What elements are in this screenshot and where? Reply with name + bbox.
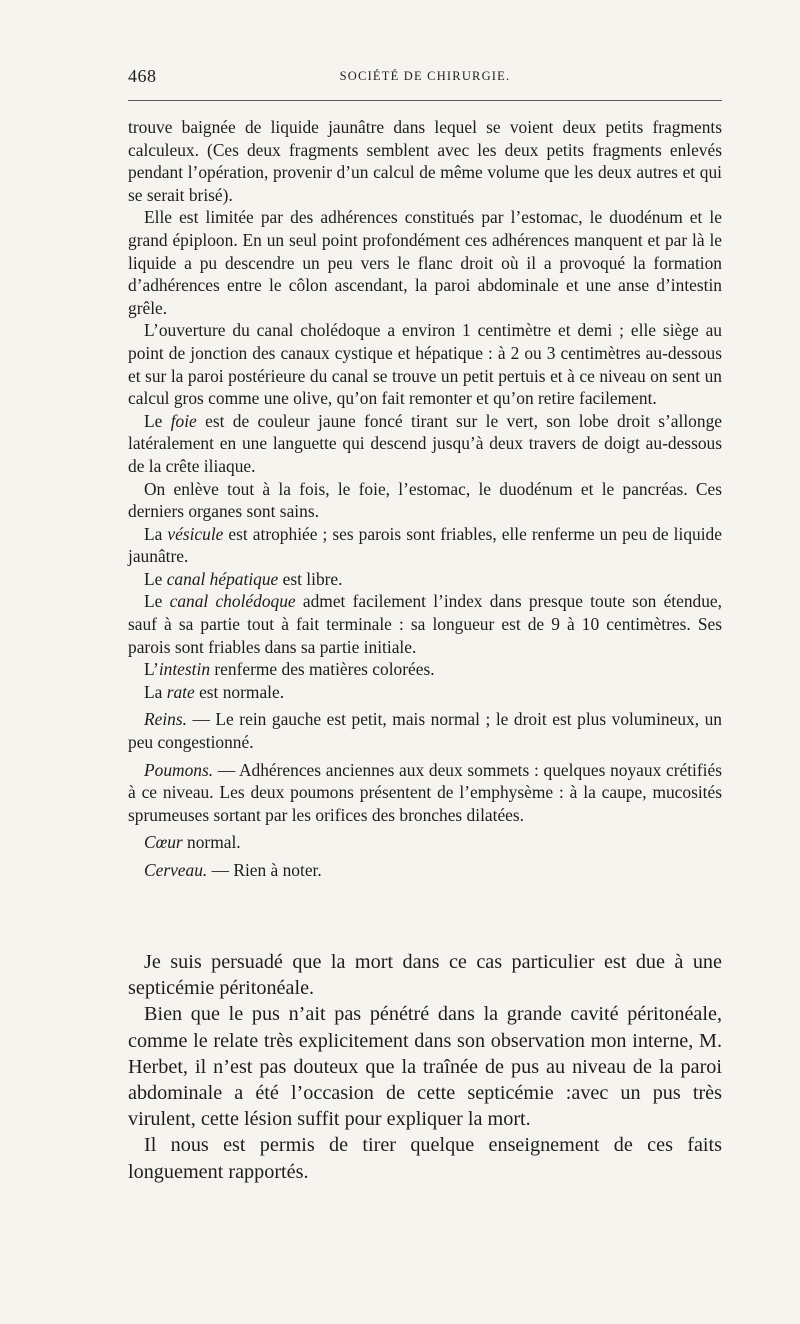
paragraph-brain: Cerveau. — Rien à noter. (144, 860, 322, 880)
term-hepatic-duct: canal hépatique (166, 568, 279, 589)
term-intestine: intestin (158, 659, 211, 680)
paragraph-gallbladder: La vésicule est atrophiée ; ses parois sont friables, elle renferme un peu de liquide jaunâtre. (128, 523, 722, 567)
term-spleen: rate (166, 681, 195, 702)
term-liver: foie (170, 410, 197, 431)
paragraph-lungs: Poumons. — Adhérences anciennes aux deux sommets : quelques noyaux crétifiés à ce niveau. Les deux poumons présentent de l’emphysème : à la caupe, mucosités sprumeuses sortant par les orifices des bronches dilatées. (128, 759, 722, 825)
paragraph-intestine: L’intestin renferme des matières colorées. (144, 659, 435, 680)
term-gallbladder: vésicule (167, 523, 224, 544)
autopsy-observation (128, 116, 722, 882)
term-common-bile-duct: canal cholédoque (169, 591, 296, 612)
paragraph-common-bile-duct: Le canal cholédoque admet facilement l’index dans presque toute son étendue, sauf à sa partie tout à fait terminale : sa longueur est de 9 à 10 centimètres. Ses parois sont friables dans sa partie initiale. (128, 591, 722, 657)
paragraph-lessons: Il nous est permis de tirer quelque enseignement de ces faits longuement rapportés. (128, 1134, 722, 1183)
paragraph-kidneys: Reins. — Le rein gauche est petit, mais normal ; le droit est plus volumineux, un peu congestionné. (128, 709, 722, 753)
page-header (128, 66, 722, 88)
paragraph-liver: Le foie est de couleur jaune foncé tirant sur le vert, son lobe droit s’allonge latéralement en une languette qui descend jusqu’à deux travers de doigt au-dessous de la crête iliaque. (128, 410, 722, 476)
paragraph-continued: trouve baignée de liquide jaunâtre dans lequel se voient deux petits fragments calculeux. (Ces deux fragments semblent avec les deux petits fragments enlevés pendant l’opération, provenir d’un calcul de même volume que les deux autres et qui se serait brisé). (128, 117, 722, 205)
term-kidneys: Reins. (144, 709, 187, 730)
header-rule (128, 100, 722, 101)
paragraph-hepatic-duct: Le canal hépatique est libre. (144, 568, 343, 589)
author-conclusion (128, 949, 722, 1185)
term-brain: Cerveau. (144, 860, 208, 880)
paragraph-choledoque-opening: L’ouverture du canal cholédoque a environ 1 centimètre et demi ; elle siège au point de jonction des canaux cystique et hépatique : à 2 ou 3 centimètres au-dessous et sur la paroi postérieure du canal se trouve un petit pertuis et à ce niveau on sent un calcul gros comme une olive, qu’on fait remonter et qu’on retire facilement. (128, 320, 722, 409)
paragraph-spleen: La rate est normale. (144, 681, 285, 702)
paragraph-septicemia: Je suis persuadé que la mort dans ce cas particulier est due à une septicémie péritonéale. (128, 951, 722, 1000)
paragraph-removal: On enlève tout à la fois, le foie, l’estomac, le duodénum et le pancréas. Ces derniers organes sont sains. (128, 478, 722, 522)
paragraph-heart: Cœur normal. (144, 832, 241, 853)
paragraph-explanation: Bien que le pus n’ait pas pénétré dans la grande cavité péritonéale, comme le relate très explicitement dans son observation mon interne, M. Herbet, il n’est pas douteux que la traînée de pus au niveau de la paroi abdominale a été l’occasion de cette septicémie :avec un pus très virulent, cette lésion suffit pour expliquer la mort. (128, 1003, 722, 1131)
running-title: SOCIÉTÉ DE CHIRURGIE. (339, 69, 511, 83)
term-heart: Cœur (144, 832, 183, 853)
paragraph-adhesions: Elle est limitée par des adhérences constitués par l’estomac, le duodénum et le grand épiploon. En un seul point profondément ces adhérences manquent et par là le liquide a pu descendre un peu vers le flanc droit où il a provoqué la formation d’adhérences entre le côlon ascendant, la paroi abdominale et une anse d’intestin grêle. (128, 207, 722, 318)
page-number: 468 (128, 66, 157, 86)
term-lungs: Poumons. (144, 759, 214, 780)
